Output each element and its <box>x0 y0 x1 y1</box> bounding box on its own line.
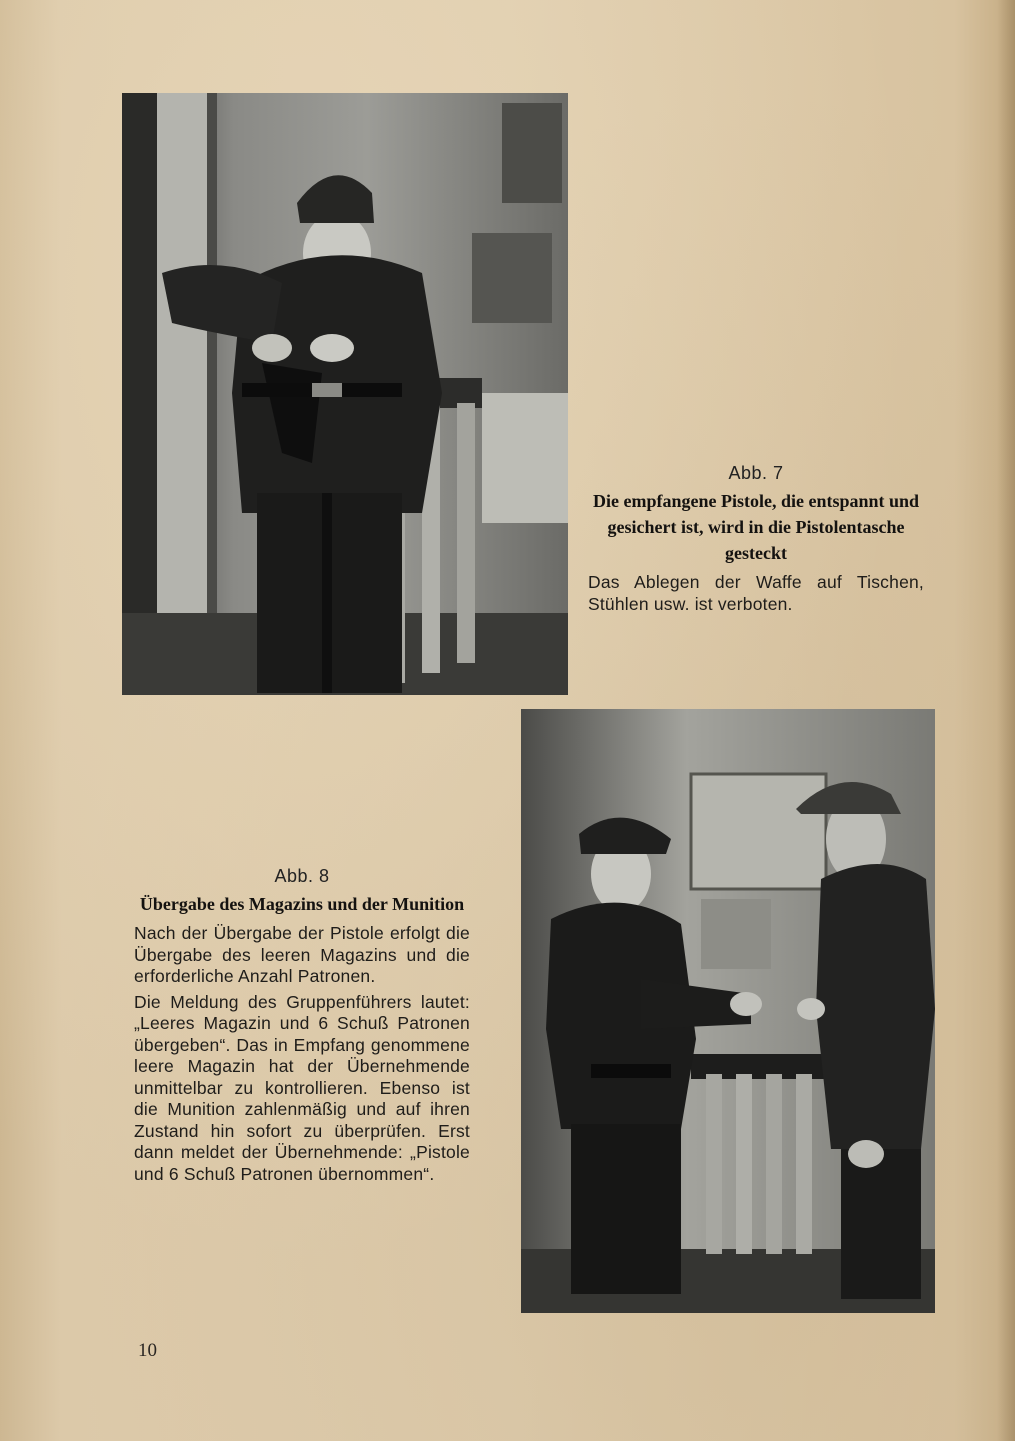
caption-abb-7 <box>588 463 924 619</box>
figure-7-label: Abb. 7 <box>728 463 784 483</box>
page-number: 10 <box>138 1340 157 1361</box>
photo-abb-7-image <box>122 93 568 695</box>
figure-8-body-2: Die Meldung des Gruppenführers lautet: „Leeres Magazin und 6 Schuß Patronen übergeben“. Das in Empfang genommene leere Magazin hat der Übernehmende unmittelbar zu kontrollieren. Ebenso ist die Munition zahlenmäßig und auf ihren Zustand hin sofort zu überprüfen. Erst dann meldet der Übernehmende: „Pistole und 6 Schuß Patronen übernommen“. <box>134 991 470 1184</box>
figure-8-body-1: Nach der Übergabe der Pistole erfolgt die Übergabe des leeren Magazins und die erforderliche Anzahl Patronen. <box>134 923 470 986</box>
figure-8-label: Abb. 8 <box>274 866 330 886</box>
figure-7-title: Die empfangene Pistole, die entspannt und gesichert ist, wird in die Pistolentasche gesteckt <box>592 491 920 563</box>
figure-7-body: Das Ablegen der Waffe auf Tischen, Stühlen usw. ist verboten. <box>588 572 924 614</box>
photo-abb-7 <box>122 93 568 695</box>
photo-abb-8-image <box>521 709 935 1313</box>
caption-abb-8 <box>134 866 470 1189</box>
page-edge-shadow <box>997 0 1015 1441</box>
photo-abb-8 <box>521 709 935 1313</box>
figure-8-title: Übergabe des Magazins und der Munition <box>139 894 465 914</box>
